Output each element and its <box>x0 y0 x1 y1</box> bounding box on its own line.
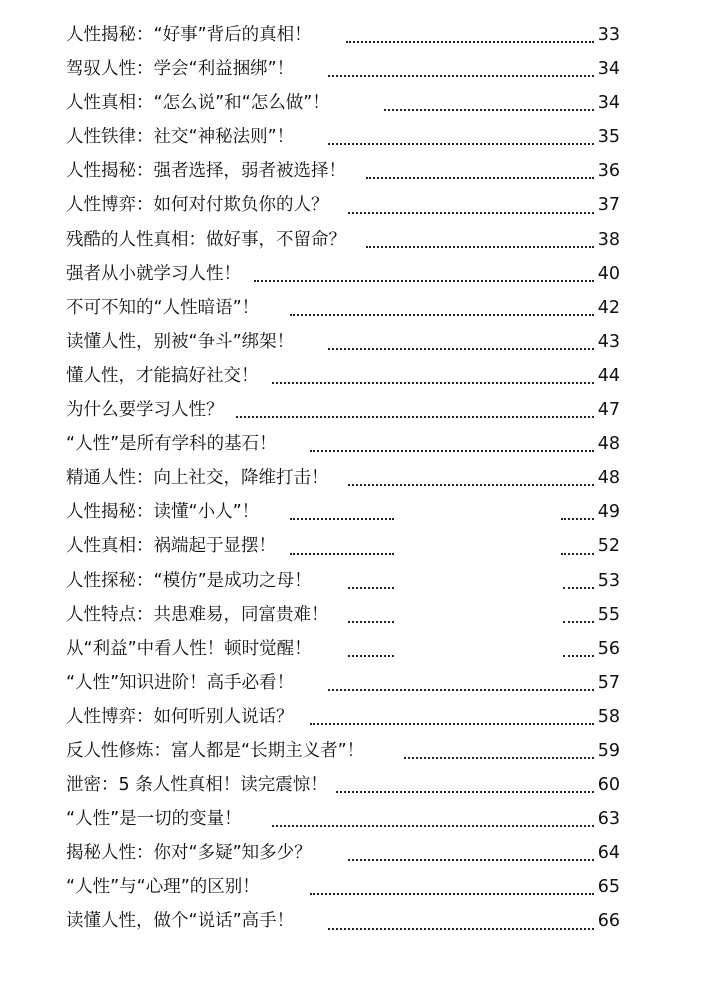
dot-leader <box>328 689 594 691</box>
toc-entry[interactable] <box>66 904 620 938</box>
toc-entry-page: 59 <box>597 734 620 768</box>
dot-leader <box>328 928 594 930</box>
toc-entry[interactable] <box>66 427 620 461</box>
toc-entry[interactable] <box>66 188 620 222</box>
toc-entry[interactable] <box>66 870 620 904</box>
dot-leader <box>348 621 394 623</box>
toc-entry-title: 精通人性：向上社交，降维打击！ <box>66 461 333 495</box>
toc-entry-title: “人性”知识进阶！高手必看！ <box>66 666 298 700</box>
toc-entry-title: “人性”与“心理”的区别！ <box>66 870 264 904</box>
toc-entry-title: 人性真相：祸端起于显摆！ <box>66 529 280 563</box>
dot-leader <box>348 212 594 214</box>
toc-entry-title: 人性揭秘：强者选择，弱者被选择！ <box>66 154 350 188</box>
toc-entry-title: “人性”是一切的变量！ <box>66 802 246 836</box>
toc-entry-title: 读懂人性，做个“说话”高手！ <box>66 904 298 938</box>
dot-leader <box>254 280 594 282</box>
toc-entry-page: 60 <box>597 768 620 802</box>
toc-entry-page: 36 <box>597 154 620 188</box>
toc-entry-title: 人性真相：“怎么说”和“怎么做”！ <box>66 86 334 120</box>
toc-entry[interactable] <box>66 18 620 52</box>
toc-entry-title: 人性特点：共患难易，同富贵难！ <box>66 598 333 632</box>
toc-entry-page: 58 <box>597 700 620 734</box>
toc-entry[interactable] <box>66 768 620 802</box>
toc-entry-page: 34 <box>597 52 620 86</box>
dot-leader <box>563 621 594 623</box>
toc-entry-page: 65 <box>597 870 620 904</box>
toc-entry-title: 人性探秘：“模仿”是成功之母！ <box>66 564 316 598</box>
toc-entry[interactable] <box>66 52 620 86</box>
toc-entry[interactable] <box>66 291 620 325</box>
toc-entry-page: 53 <box>597 564 620 598</box>
dot-leader <box>336 791 594 793</box>
toc-entry-page: 33 <box>597 18 620 52</box>
toc-entry[interactable] <box>66 325 620 359</box>
toc-entry-page: 37 <box>597 188 620 222</box>
toc-entry-page: 57 <box>597 666 620 700</box>
toc-entry[interactable] <box>66 802 620 836</box>
toc-entry-page: 56 <box>597 632 620 666</box>
toc-entry-page: 47 <box>597 393 620 427</box>
toc-entry-title: 强者从小就学习人性！ <box>66 257 245 291</box>
toc-entry-title: 懂人性，才能搞好社交！ <box>66 359 263 393</box>
table-of-contents <box>66 18 620 939</box>
toc-entry-title: 人性博弈：如何对付欺负你的人？ <box>66 188 333 222</box>
dot-leader <box>310 893 594 895</box>
toc-entry-page: 49 <box>597 495 620 529</box>
toc-entry[interactable] <box>66 359 620 393</box>
toc-entry-title: 驾驭人性：学会“利益捆绑”！ <box>66 52 298 86</box>
toc-entry-page: 35 <box>597 120 620 154</box>
dot-leader <box>328 75 594 77</box>
dot-leader <box>272 382 594 384</box>
toc-entry-page: 63 <box>597 802 620 836</box>
toc-entry-title: 人性揭秘：读懂“小人”！ <box>66 495 263 529</box>
toc-entry-page: 40 <box>597 257 620 291</box>
dot-leader <box>404 757 594 759</box>
toc-entry-title: 揭秘人性：你对“多疑”知多少？ <box>66 836 316 870</box>
toc-entry[interactable] <box>66 461 620 495</box>
dot-leader <box>290 518 394 520</box>
dot-leader <box>348 484 594 486</box>
dot-leader <box>563 655 594 657</box>
dot-leader <box>272 825 594 827</box>
toc-entry-title: 不可不知的“人性暗语”！ <box>66 291 263 325</box>
dot-leader <box>348 859 594 861</box>
toc-entry-page: 64 <box>597 836 620 870</box>
toc-entry-page: 52 <box>597 529 620 563</box>
toc-entry-page: 38 <box>597 223 620 257</box>
dot-leader <box>310 723 594 725</box>
toc-entry-title: 残酷的人性真相：做好事，不留命？ <box>66 223 350 257</box>
toc-entry[interactable] <box>66 632 620 666</box>
toc-entry[interactable] <box>66 598 620 632</box>
toc-entry-title: 反人性修炼：富人都是“长期主义者”！ <box>66 734 368 768</box>
toc-entry[interactable] <box>66 734 620 768</box>
toc-entry[interactable] <box>66 120 620 154</box>
toc-entry-page: 44 <box>597 359 620 393</box>
toc-entry-page: 55 <box>597 598 620 632</box>
toc-entry-page: 43 <box>597 325 620 359</box>
toc-entry-title: 泄密：5 条人性真相！读完震惊！ <box>66 768 332 802</box>
dot-leader <box>310 450 594 452</box>
toc-entry-title: 人性博弈：如何听别人说话？ <box>66 700 298 734</box>
toc-entry-title: 从“利益”中看人性！顿时觉醒！ <box>66 632 316 666</box>
toc-entry[interactable] <box>66 393 620 427</box>
toc-entry[interactable] <box>66 257 620 291</box>
toc-entry-page: 48 <box>597 461 620 495</box>
dot-leader <box>384 109 594 111</box>
toc-entry[interactable] <box>66 836 620 870</box>
dot-leader <box>328 143 594 145</box>
toc-entry[interactable] <box>66 495 620 529</box>
dot-leader <box>236 416 594 418</box>
dot-leader <box>328 348 594 350</box>
toc-entry[interactable] <box>66 223 620 257</box>
dot-leader <box>563 587 594 589</box>
toc-entry-title: 人性铁律：社交“神秘法则”！ <box>66 120 298 154</box>
toc-entry-page: 34 <box>597 86 620 120</box>
dot-leader <box>348 655 394 657</box>
dot-leader <box>346 41 594 43</box>
dot-leader <box>561 553 594 555</box>
toc-entry[interactable] <box>66 666 620 700</box>
toc-entry[interactable] <box>66 529 620 563</box>
dot-leader <box>348 587 394 589</box>
toc-entry[interactable] <box>66 86 620 120</box>
dot-leader <box>290 314 594 316</box>
dot-leader <box>366 246 594 248</box>
toc-entry[interactable] <box>66 700 620 734</box>
toc-entry-title: 为什么要学习人性？ <box>66 393 228 427</box>
toc-entry-title: “人性”是所有学科的基石！ <box>66 427 281 461</box>
toc-entry-page: 66 <box>597 904 620 938</box>
toc-entry[interactable] <box>66 154 620 188</box>
toc-entry-page: 48 <box>597 427 620 461</box>
dot-leader <box>561 518 594 520</box>
toc-entry-title: 读懂人性，别被“争斗”绑架！ <box>66 325 298 359</box>
toc-entry[interactable] <box>66 564 620 598</box>
dot-leader <box>290 553 394 555</box>
dot-leader <box>366 177 594 179</box>
toc-entry-title: 人性揭秘：“好事”背后的真相！ <box>66 18 316 52</box>
toc-entry-page: 42 <box>597 291 620 325</box>
